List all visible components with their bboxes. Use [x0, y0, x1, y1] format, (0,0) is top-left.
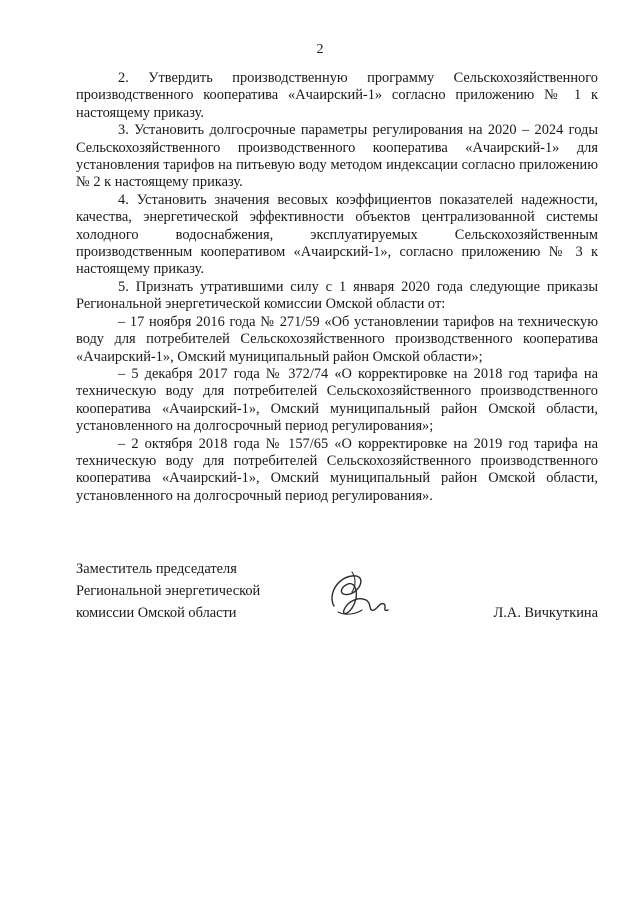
paragraph-item-4: 4. Установить значения весовых коэффициентов показателей надежности, качества, энергетической эффективности объектов централизованной системы холодного водоснабжения, эксплуатируемых Сельскохозяйственным производственным кооперативом «Ачаирский-1», согласно приложению № 3 к настоящему приказу. [76, 191, 598, 278]
paragraph-item-5: 5. Признать утратившими силу с 1 января 2020 года следующие приказы Региональной энергетической комиссии Омской области от: [76, 278, 598, 313]
signer-name: Л.А. Вичкуткина [493, 605, 598, 621]
revoked-order-item: – 5 декабря 2017 года № 372/74 «О корректировке на 2018 год тарифа на техническую воду для потребителей Сельскохозяйственного производственного кооператива «Ачаирский-1», Омский муниципальный район Омской области, установленного на долгосрочный период регулирования»; [76, 365, 598, 435]
signer-position [76, 558, 260, 624]
document-body [76, 70, 598, 505]
signer-position-line: Региональной энергетической [76, 583, 261, 599]
revoked-order-item: – 2 октября 2018 года № 157/65 «О корректировке на 2019 год тарифа на техническую воду для потребителей Сельскохозяйственного производственного кооператива «Ачаирский-1», Омский муниципальный район Омской области, установленного на долгосрочный период регулирования». [76, 435, 598, 504]
signer-position-line: комиссии Омской области [76, 605, 237, 621]
paragraph-item-3: 3. Установить долгосрочные параметры регулирования на 2020 – 2024 годы Сельскохозяйственного производственного кооператива «Ачаирский-1» для установления тарифов на питьевую воду методом индексации согласно приложению № 2 к настоящему приказу. [76, 122, 598, 191]
signature-block [76, 558, 598, 628]
paragraph-item-2: 2. Утвердить производственную программу Сельскохозяйственного производственного кооператива «Ачаирский-1» согласно приложению № 1 к настоящему приказу. [76, 70, 598, 121]
page-number: 2 [316, 42, 324, 57]
handwritten-signature [322, 566, 398, 626]
signer-position-line: Заместитель председателя [76, 561, 237, 577]
revoked-order-item: – 17 ноября 2016 года № 271/59 «Об установлении тарифов на техническую воду для потребителей Сельскохозяйственного производственного кооператива «Ачаирский-1», Омский муниципальный район Омской области»; [76, 313, 598, 365]
